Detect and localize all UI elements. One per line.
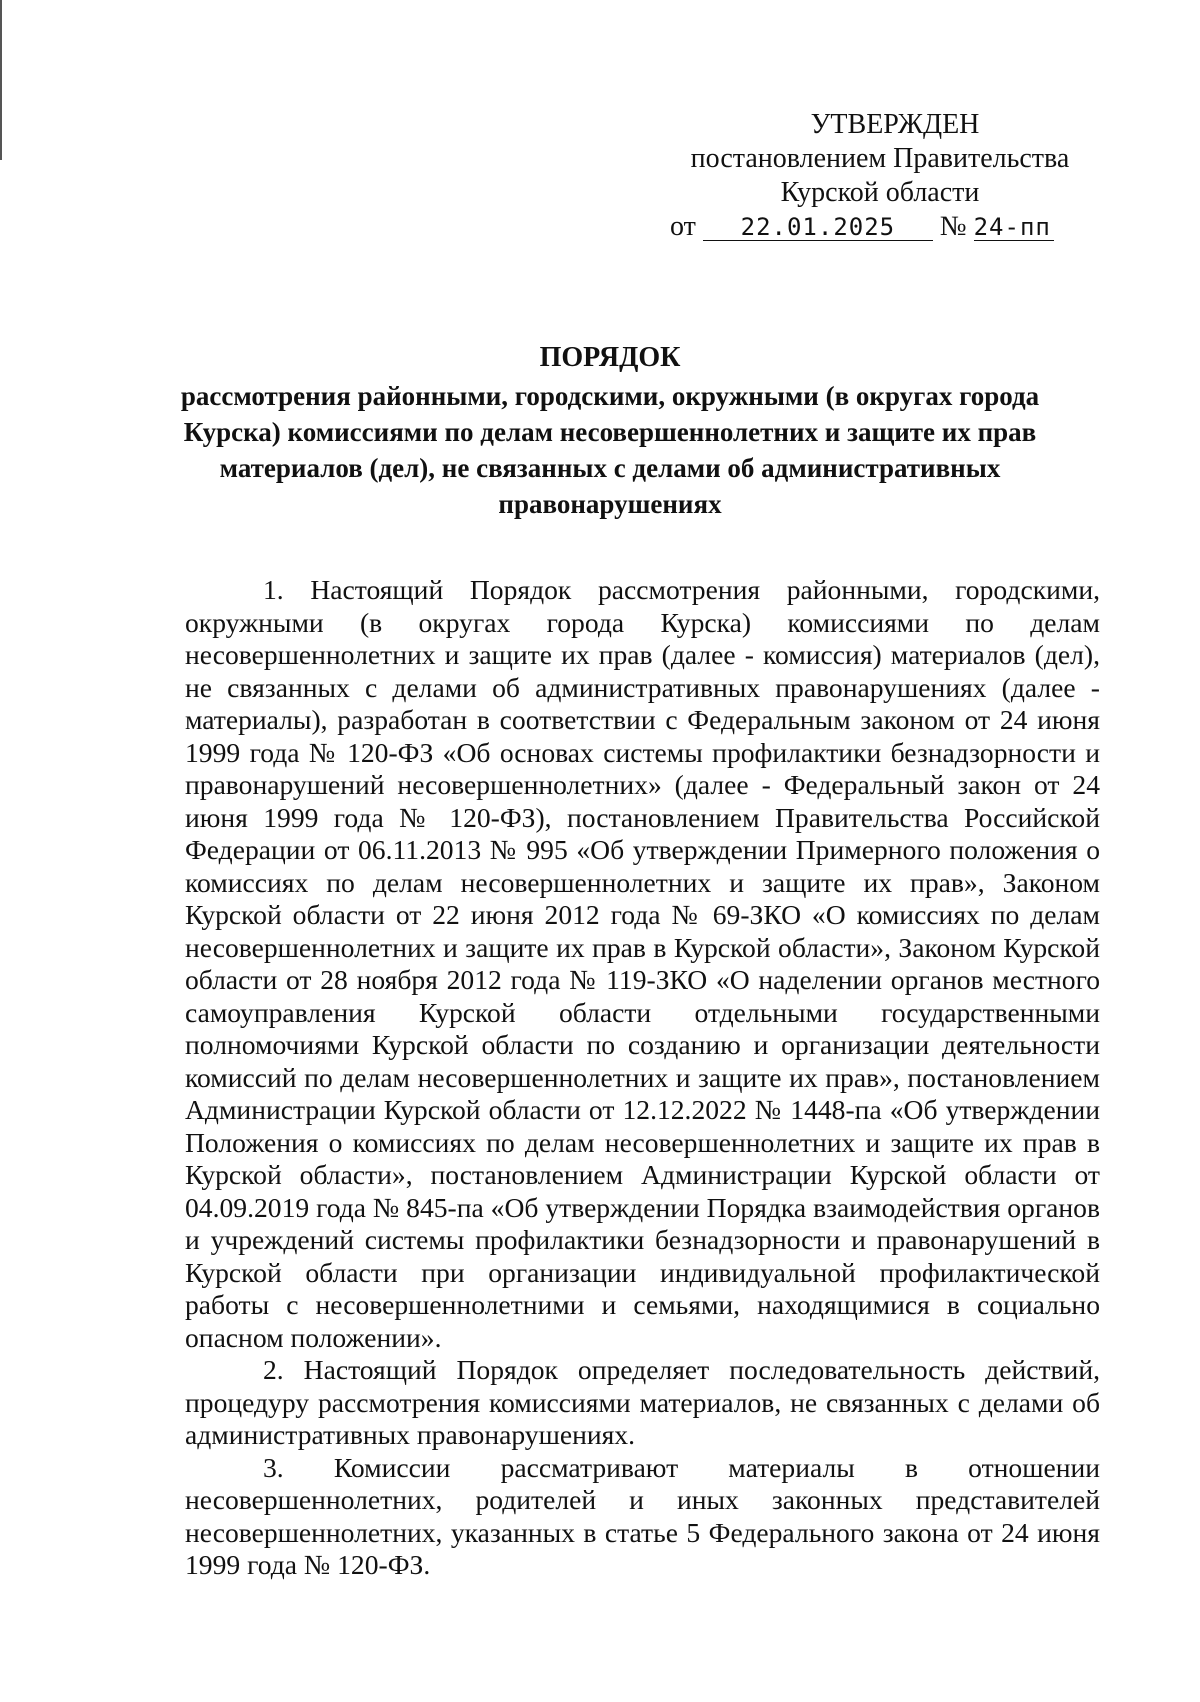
document-title: ПОРЯДОК	[539, 342, 681, 373]
number-value: 24-пп	[973, 213, 1051, 241]
scan-edge-line	[0, 0, 2, 160]
date-prefix: от	[670, 211, 696, 242]
document-title-block	[150, 340, 1070, 522]
document-subtitle: рассмотрения районными, городскими, окружными (в округах города Курска) комиссиями по делам несовершеннолетних и защите их прав материалов (дел), не связанных с делами об административных правонарушениях	[180, 381, 1040, 519]
date-value: 22.01.2025	[740, 213, 896, 241]
date-field	[703, 214, 933, 241]
approval-block	[660, 108, 1100, 244]
paragraph-3: 3. Комиссии рассматривают материалы в отношении несовершеннолетних, родителей и иных законных представителей несовершеннолетних, указанных в статье 5 Федерального закона от 24 июня 1999 года № 120-ФЗ.	[185, 1451, 1100, 1580]
approved-label: УТВЕРЖДЕН	[810, 109, 980, 140]
paragraph-1: 1. Настоящий Порядок рассмотрения районными, городскими, окружными (в округах города Курска) комиссиями по делам несовершеннолетних и защите их прав (далее - комиссия) материалов (дел), не связанных с делами об административных правонарушениях (далее - материалы), разработан в соответствии с Федеральным законом от 24 июня 1999 года № 120-ФЗ «Об основах системы профилактики безнадзорности и правонарушений несовершеннолетних» (далее - Федеральный закон от 24 июня 1999 года № 120-ФЗ), постановлением Правительства Российской Федерации от 06.11.2013 № 995 «Об утверждении Примерного положения о комиссиях по делам несовершеннолетних и защите их прав», Законом Курской области от 22 июня 2012 года № 69-ЗКО «О комиссиях по делам несовершеннолетних и защите их прав в Курской области», Законом Курской области от 28 ноября 2012 года № 119-ЗКО «О наделении органов местного самоуправления Курской области отдельными государственными полномочиями Курской области по созданию и организации деятельности комиссий по делам несовершеннолетних и защите их прав», постановлением Администрации Курской области от 12.12.2022 № 1448-па «Об утверждении Положения о комиссиях по делам несовершеннолетних и защите их прав в Курской области», постановлением Администрации Курской области от 04.09.2019 года № 845-па «Об утверждении Порядка взаимодействия органов и учреждений системы профилактики безнадзорности и правонарушений в Курской области при организации индивидуальной профилактической работы с несовершеннолетними и семьями, находящимися в социально опасном положении».	[185, 574, 1100, 1353]
number-field	[974, 214, 1054, 241]
approval-date-line	[660, 210, 1100, 244]
number-prefix: №	[939, 211, 967, 242]
paragraph-2: 2. Настоящий Порядок определяет последовательность действий, процедуру рассмотрения комиссиями материалов, не связанных с делами об административных правонарушениях.	[185, 1354, 1100, 1450]
approved-by-line: постановлением Правительства	[690, 143, 1070, 174]
document-body	[185, 574, 1100, 1582]
approved-region-line: Курской области	[780, 177, 980, 208]
